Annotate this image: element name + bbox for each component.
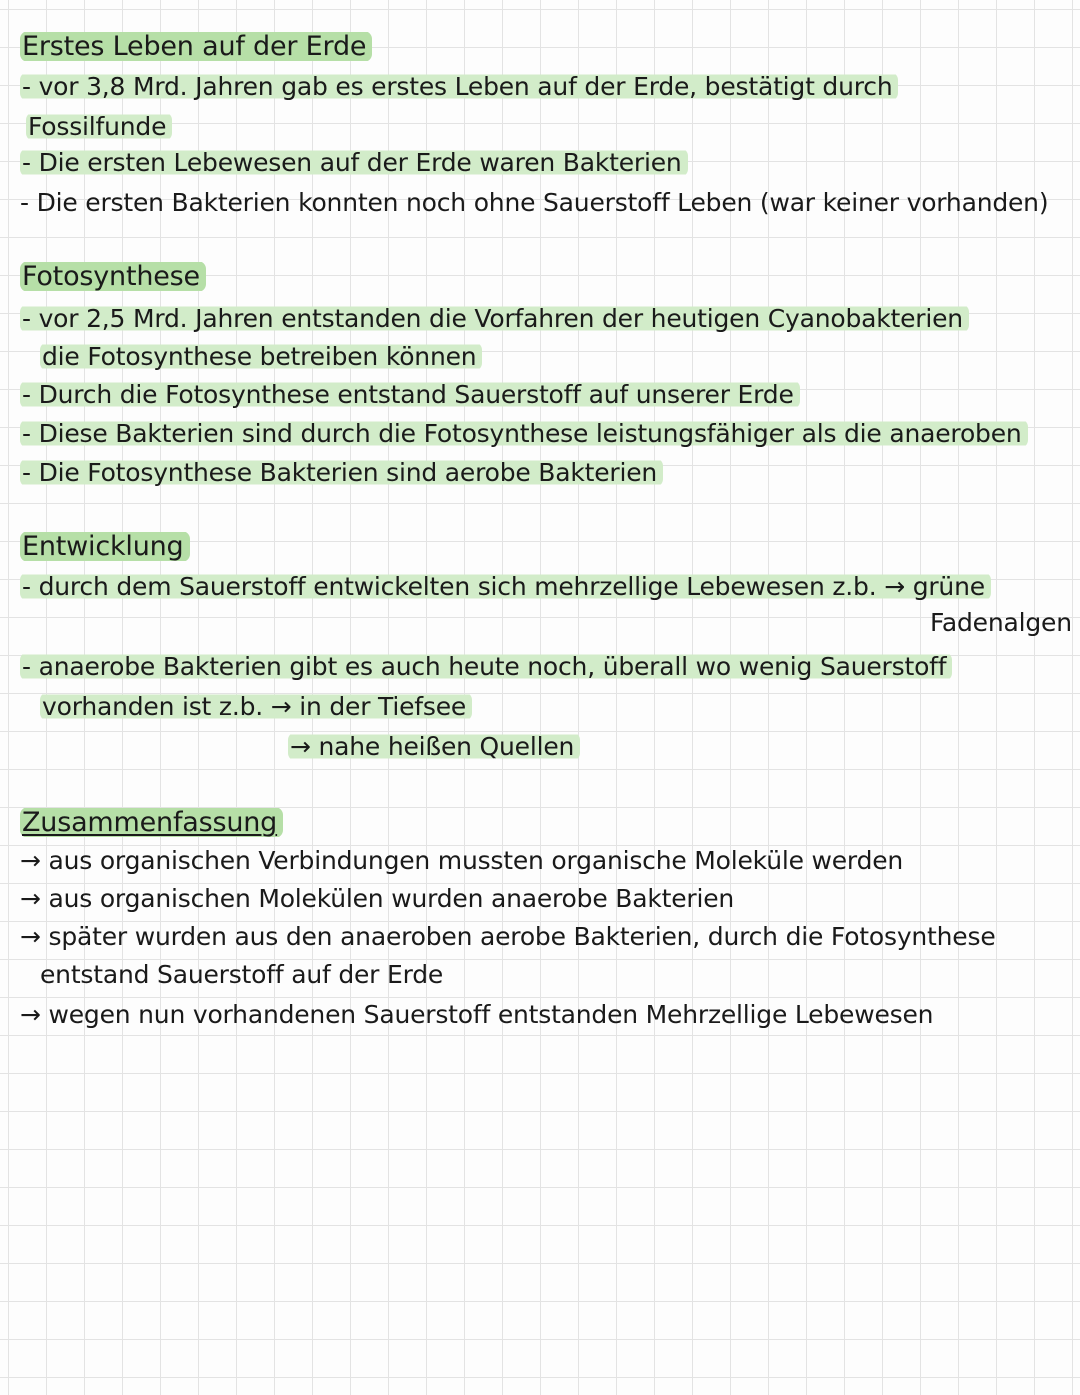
note-text: - durch dem Sauerstoff entwickelten sich mehrzellige Lebewesen z.b. → grüne xyxy=(20,572,991,601)
note-text: → nahe heißen Quellen xyxy=(288,732,580,761)
note-line xyxy=(20,146,688,180)
note-text: - Durch die Fotosynthese entstand Sauerstoff auf unserer Erde xyxy=(20,380,800,409)
note-text: entstand Sauerstoff auf der Erde xyxy=(40,960,444,989)
note-text: vorhanden ist z.b. → in der Tiefsee xyxy=(40,692,472,721)
note-line xyxy=(40,958,443,992)
heading-highlight: Zusammenfassung xyxy=(20,807,283,838)
note-text: Fadenalgen xyxy=(930,608,1072,637)
section-heading xyxy=(20,30,372,64)
note-line xyxy=(20,920,996,954)
note-text: - Diese Bakterien sind durch die Fotosynthese leistungsfähiger als die anaeroben xyxy=(20,419,1028,448)
note-text: → wegen nun vorhandenen Sauerstoff entstanden Mehrzellige Lebewesen xyxy=(20,1000,934,1029)
note-line xyxy=(26,110,172,144)
note-line xyxy=(20,302,969,336)
note-text: → aus organischen Verbindungen mussten organische Moleküle werden xyxy=(20,846,904,875)
note-line xyxy=(20,882,734,916)
note-line xyxy=(288,730,580,764)
note-text: → später wurden aus den anaeroben aerobe Bakterien, durch die Fotosynthese xyxy=(20,922,996,951)
note-line xyxy=(20,186,1048,220)
heading-highlight: Entwicklung xyxy=(20,531,190,562)
note-text: - anaerobe Bakterien gibt es auch heute noch, überall wo wenig Sauerstoff xyxy=(20,652,952,681)
note-line xyxy=(20,417,1028,451)
note-text: - Die ersten Bakterien konnten noch ohne Sauerstoff Leben (war keiner vorhanden) xyxy=(20,188,1049,217)
note-line xyxy=(40,690,472,724)
note-line xyxy=(20,378,800,412)
note-line xyxy=(40,340,482,374)
note-line xyxy=(20,844,903,878)
note-line xyxy=(20,70,898,104)
note-line xyxy=(20,456,663,490)
section-heading xyxy=(20,260,206,294)
note-line xyxy=(930,606,1072,640)
heading-highlight: Erstes Leben auf der Erde xyxy=(20,31,372,62)
note-line xyxy=(20,998,933,1032)
note-text: - vor 2,5 Mrd. Jahren entstanden die Vorfahren der heutigen Cyanobakterien xyxy=(20,304,969,333)
section-heading xyxy=(20,530,190,564)
note-line xyxy=(20,570,991,604)
section-heading xyxy=(20,806,283,840)
note-line xyxy=(20,650,952,684)
note-text: - Die Fotosynthese Bakterien sind aerobe Bakterien xyxy=(20,458,663,487)
heading-highlight: Fotosynthese xyxy=(20,261,206,292)
note-text: die Fotosynthese betreiben können xyxy=(40,342,482,371)
note-text: → aus organischen Molekülen wurden anaerobe Bakterien xyxy=(20,884,735,913)
note-text: Fossilfunde xyxy=(26,112,172,141)
note-text: - Die ersten Lebewesen auf der Erde waren Bakterien xyxy=(20,148,688,177)
note-text: - vor 3,8 Mrd. Jahren gab es erstes Leben auf der Erde, bestätigt durch xyxy=(20,72,898,101)
